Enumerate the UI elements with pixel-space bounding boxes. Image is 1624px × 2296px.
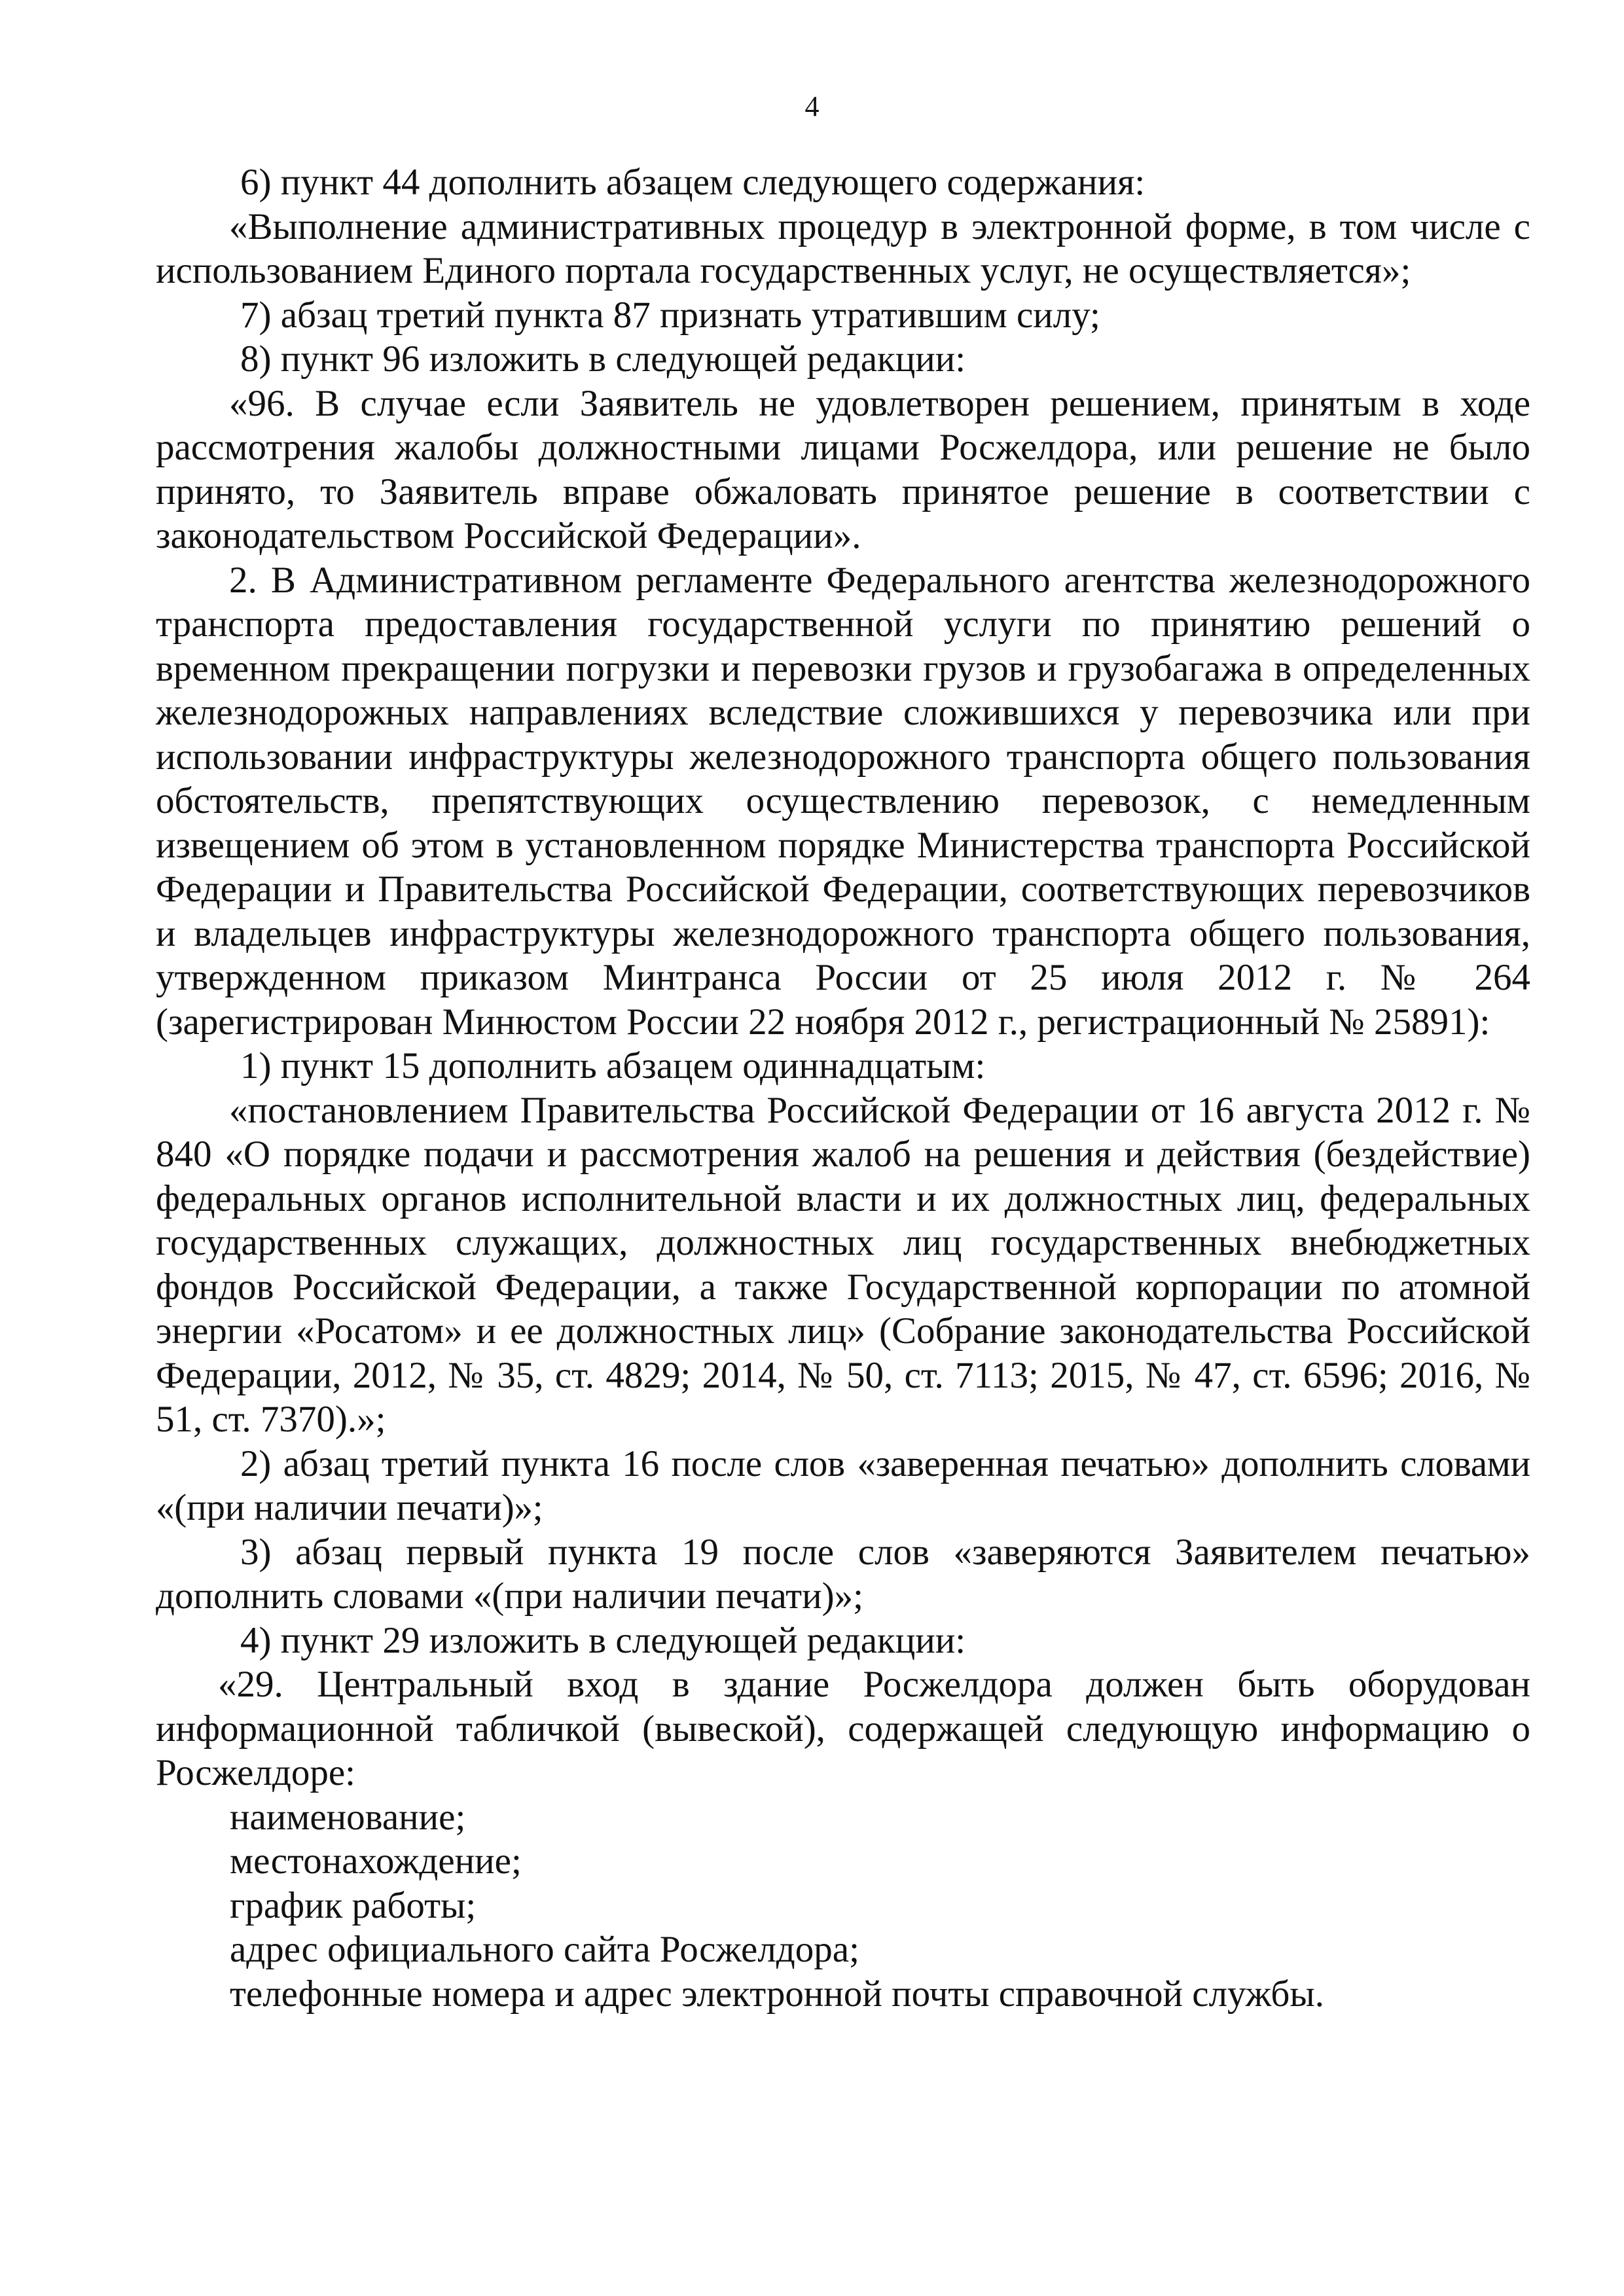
- list-item-website: адрес официального сайта Росжелдора;: [230, 1929, 859, 1970]
- paragraph-amendment-6: 6) пункт 44 дополнить абзацем следующего содержания:: [240, 162, 1146, 203]
- list-item-contacts: телефонные номера и адрес электронной почты справочной службы.: [230, 1973, 1324, 2015]
- page-number: 4: [804, 90, 820, 122]
- paragraph-amendment-8: 8) пункт 96 изложить в следующей редакции:: [240, 338, 966, 380]
- paragraph-section-2: 2. В Административном регламенте Федерального агентства железнодорожного транспорта предоставления государственной услуги по принятию решений о временном прекращении погрузки и перевозки грузов и грузобагажа в определенных железнодорожных направлениях вследствие сложившихся у перевозчика или при использовании инфраструктуры железнодорожного транспорта общего пользования обстоятельств, препятствующих осуществлению перевозок, с немедленным извещением об этом в установленном порядке Министерства транспорта Российской Федерации и Правительства Российской Федерации, соответствующих перевозчиков и владельцев инфраструктуры железнодорожного транспорта общего пользования, утвержденном приказом Минтранса России от 25 июля 2012 г. № 264 (зарегистрирован Минюстом России 22 ноября 2012 г., регистрационный № 25891):: [156, 559, 1530, 1043]
- document-body: [156, 160, 1530, 2016]
- paragraph-quote-resolution: «постановлением Правительства Российской Федерации от 16 августа 2012 г. № 840 «О порядке подачи и рассмотрения жалоб на решения и действия (бездействие) федеральных органов исполнительной власти и их должностных лиц, федеральных государственных служащих, должностных лиц государственных внебюджетных фондов Российской Федерации, а также Государственной корпорации по атомной энергии «Росатом» и ее должностных лиц» (Собрание законодательства Российской Федерации, 2012, № 35, ст. 4829; 2014, № 50, ст. 7113; 2015, № 47, ст. 6596; 2016, № 51, ст. 7370).»;: [156, 1089, 1530, 1440]
- list-item-name: наименование;: [230, 1796, 466, 1838]
- paragraph-item-3: 3) абзац первый пункта 19 после слов «заверяются Заявителем печатью» дополнить словами «(при наличии печати)»;: [156, 1531, 1530, 1617]
- paragraph-quote-29: «29. Центральный вход в здание Росжелдора должен быть оборудован информационной табличкой (вывеской), содержащей следующую информацию о Росжелдоре:: [156, 1664, 1530, 1793]
- list-item-schedule: график работы;: [230, 1884, 477, 1926]
- paragraph-item-2: 2) абзац третий пункта 16 после слов «заверенная печатью» дополнить словами «(при наличии печати)»;: [156, 1443, 1530, 1528]
- paragraph-item-1: 1) пункт 15 дополнить абзацем одиннадцатым:: [240, 1045, 986, 1086]
- paragraph-quote-electronic-form: «Выполнение административных процедур в электронной форме, в том числе с использованием Единого портала государственных услуг, не осуществляется»;: [156, 206, 1530, 291]
- paragraph-item-4: 4) пункт 29 изложить в следующей редакции:: [240, 1619, 966, 1661]
- list-item-location: местонахождение;: [230, 1840, 522, 1882]
- paragraph-quote-96: «96. В случае если Заявитель не удовлетворен решением, принятым в ходе рассмотрения жалобы должностными лицами Росжелдора, или решение не было принято, то Заявитель вправе обжаловать принятое решение в соответствии с законодательством Российской Федерации».: [156, 382, 1530, 556]
- paragraph-amendment-7: 7) абзац третий пункта 87 признать утратившим силу;: [240, 294, 1100, 336]
